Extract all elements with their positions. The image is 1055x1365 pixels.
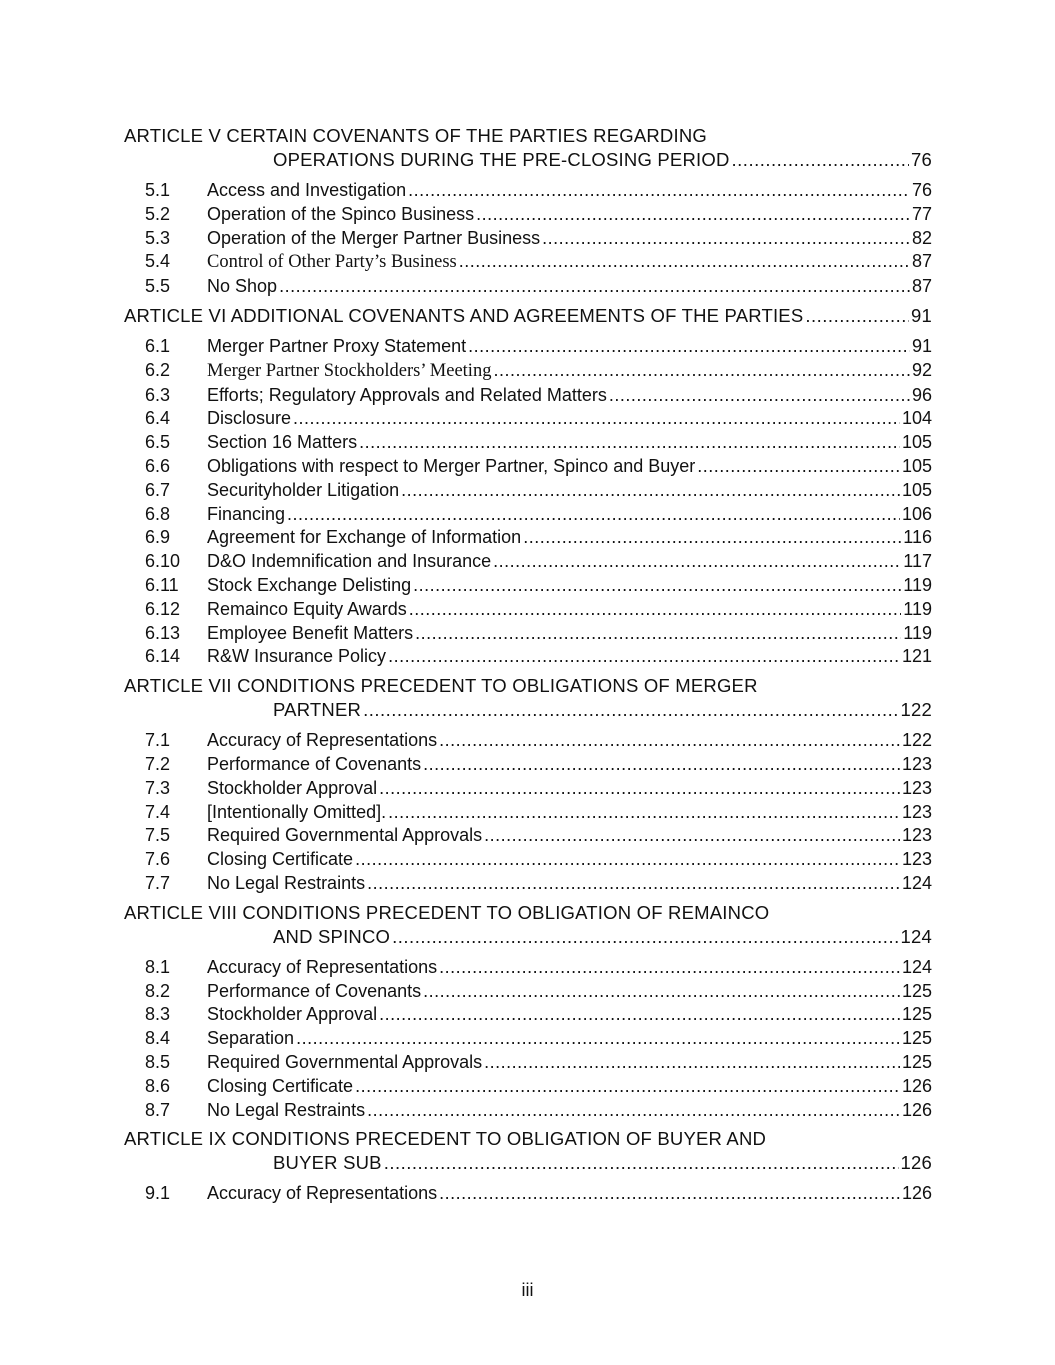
dot-leader bbox=[363, 698, 898, 722]
page-ref: 123 bbox=[901, 825, 932, 846]
page-ref: 123 bbox=[901, 753, 932, 774]
dot-leader bbox=[493, 359, 910, 383]
toc-entry bbox=[124, 359, 932, 384]
section-title: Obligations with respect to Merger Partner, Spinco and Buyer bbox=[207, 455, 696, 476]
page-ref: 96 bbox=[911, 384, 932, 405]
toc-entry bbox=[124, 574, 932, 598]
article-heading-line: ARTICLE IX CONDITIONS PRECEDENT TO OBLIGATION OF BUYER AND bbox=[124, 1128, 767, 1150]
toc-entry bbox=[124, 275, 932, 299]
dot-leader bbox=[296, 1027, 900, 1051]
toc-article-viii bbox=[124, 901, 932, 949]
section-title: R&W Insurance Policy bbox=[207, 646, 387, 667]
section-number: 6.14 bbox=[145, 646, 181, 667]
section-title: Accuracy of Representations bbox=[207, 956, 438, 977]
toc-entry bbox=[124, 753, 932, 777]
section-title: Securityholder Litigation bbox=[207, 479, 400, 500]
dot-leader bbox=[423, 980, 900, 1004]
section-number: 7.1 bbox=[145, 730, 171, 751]
dot-leader bbox=[279, 275, 910, 299]
section-number: 5.2 bbox=[145, 203, 171, 224]
section-title: Required Governmental Approvals bbox=[207, 825, 483, 846]
section-number: 8.3 bbox=[145, 1004, 171, 1025]
section-number: 7.3 bbox=[145, 777, 171, 798]
section-number: 5.5 bbox=[145, 276, 171, 297]
toc-article-v bbox=[124, 124, 932, 172]
page-ref: 104 bbox=[901, 408, 932, 429]
page-ref: 122 bbox=[900, 699, 932, 721]
toc-entry bbox=[124, 1003, 932, 1027]
toc-sections-vii bbox=[124, 729, 932, 896]
section-number: 6.7 bbox=[145, 479, 171, 500]
page-ref: 91 bbox=[911, 335, 932, 356]
section-title: No Legal Restraints bbox=[207, 1099, 366, 1120]
section-title: Closing Certificate bbox=[207, 1075, 354, 1096]
section-number: 6.2 bbox=[145, 359, 171, 380]
section-title: Access and Investigation bbox=[207, 180, 407, 200]
section-title: Remainco Equity Awards bbox=[207, 598, 407, 619]
dot-leader bbox=[805, 304, 909, 328]
section-number: 5.3 bbox=[145, 227, 171, 248]
section-number: 7.2 bbox=[145, 753, 171, 774]
dot-leader bbox=[392, 925, 898, 949]
section-title: Required Governmental Approvals bbox=[207, 1051, 483, 1072]
dot-leader bbox=[484, 1051, 900, 1075]
toc-article-ix bbox=[124, 1127, 932, 1175]
section-title: Agreement for Exchange of Information bbox=[207, 527, 522, 548]
toc-sections-ix bbox=[124, 1182, 932, 1206]
toc-entry bbox=[124, 1027, 932, 1051]
page-ref: 105 bbox=[901, 479, 932, 500]
section-number: 6.6 bbox=[145, 455, 171, 476]
section-number: 6.4 bbox=[145, 408, 171, 429]
section-number: 7.7 bbox=[145, 872, 171, 893]
toc-sections-v bbox=[124, 179, 932, 299]
section-title: No Legal Restraints bbox=[207, 872, 366, 893]
toc-entry bbox=[124, 824, 932, 848]
section-title: Performance of Covenants bbox=[207, 753, 422, 774]
section-title: Stock Exchange Delisting bbox=[207, 574, 412, 595]
page-ref: 122 bbox=[901, 730, 932, 751]
section-number: 6.1 bbox=[145, 335, 171, 356]
toc-entry bbox=[124, 1182, 932, 1206]
toc-entry bbox=[124, 384, 932, 408]
page-ref: 119 bbox=[903, 574, 932, 595]
page-ref: 76 bbox=[911, 180, 932, 200]
page-ref: 124 bbox=[901, 956, 932, 977]
page-ref: 124 bbox=[900, 925, 932, 947]
section-title: [Intentionally Omitted]. bbox=[207, 801, 387, 822]
section-title: Operation of the Spinco Business bbox=[207, 203, 475, 224]
toc-entry bbox=[124, 550, 932, 574]
section-title: Closing Certificate bbox=[207, 849, 354, 870]
article-heading-line: ARTICLE VI ADDITIONAL COVENANTS AND AGREEMENTS OF THE PARTIES bbox=[124, 304, 804, 326]
toc-entry bbox=[124, 980, 932, 1004]
section-title: Stockholder Approval bbox=[207, 777, 378, 798]
section-number: 6.3 bbox=[145, 384, 171, 405]
toc-entry bbox=[124, 335, 932, 359]
section-number: 7.6 bbox=[145, 849, 171, 870]
page-ref: 119 bbox=[903, 598, 932, 619]
dot-leader bbox=[379, 1003, 900, 1027]
dot-leader bbox=[542, 227, 910, 251]
toc-entry bbox=[124, 455, 932, 479]
dot-leader bbox=[384, 1151, 899, 1175]
page-ref: 91 bbox=[911, 304, 932, 326]
table-of-contents bbox=[124, 124, 932, 1206]
toc-entry bbox=[124, 872, 932, 896]
page-ref: 125 bbox=[901, 1028, 932, 1049]
section-title: Accuracy of Representations bbox=[207, 1183, 438, 1204]
section-number: 8.5 bbox=[145, 1051, 171, 1072]
section-number: 6.5 bbox=[145, 432, 171, 453]
section-title: Accuracy of Representations bbox=[207, 730, 438, 751]
page-ref: 123 bbox=[901, 801, 932, 822]
page-number: iii bbox=[521, 1280, 534, 1300]
dot-leader bbox=[423, 753, 900, 777]
dot-leader bbox=[439, 729, 900, 753]
page-ref: 87 bbox=[911, 251, 932, 272]
page-ref: 124 bbox=[901, 872, 932, 893]
toc-entry bbox=[124, 598, 932, 622]
section-title: Operation of the Merger Partner Business bbox=[207, 227, 541, 248]
article-heading-line: ARTICLE VIII CONDITIONS PRECEDENT TO OBLIGATION OF REMAINCO bbox=[124, 901, 770, 923]
section-number: 8.2 bbox=[145, 980, 171, 1001]
toc-entry bbox=[124, 227, 932, 251]
dot-leader bbox=[367, 1099, 900, 1123]
section-title: Control of Other Party’s Business bbox=[207, 252, 457, 273]
toc-entry bbox=[124, 622, 932, 646]
section-title: Employee Benefit Matters bbox=[207, 622, 414, 643]
section-title: Merger Partner Stockholders’ Meeting bbox=[207, 360, 492, 381]
section-number: 7.4 bbox=[145, 801, 171, 822]
page-ref: 87 bbox=[911, 276, 932, 297]
toc-sections-viii bbox=[124, 956, 932, 1123]
dot-leader bbox=[401, 479, 900, 503]
section-number: 6.10 bbox=[145, 551, 181, 572]
section-title: No Shop bbox=[207, 276, 278, 297]
dot-leader bbox=[409, 598, 902, 622]
page-ref: 126 bbox=[901, 1099, 932, 1120]
section-number: 7.5 bbox=[145, 825, 171, 846]
article-heading-line: AND SPINCO bbox=[273, 925, 391, 947]
section-number: 8.6 bbox=[145, 1075, 171, 1096]
toc-entry bbox=[124, 777, 932, 801]
page-ref: 82 bbox=[911, 227, 932, 248]
section-number: 8.1 bbox=[145, 956, 171, 977]
page-ref: 126 bbox=[901, 1183, 932, 1204]
dot-leader bbox=[293, 407, 900, 431]
toc-entry bbox=[124, 1075, 932, 1099]
dot-leader bbox=[367, 872, 900, 896]
section-number: 6.9 bbox=[145, 527, 171, 548]
page-ref: 125 bbox=[901, 980, 932, 1001]
toc-entry bbox=[124, 503, 932, 527]
dot-leader bbox=[287, 503, 900, 527]
page-ref: 92 bbox=[911, 359, 932, 380]
page-ref: 121 bbox=[901, 646, 932, 667]
dot-leader bbox=[493, 550, 901, 574]
section-title: D&O Indemnification and Insurance bbox=[207, 551, 492, 572]
dot-leader bbox=[476, 203, 910, 227]
dot-leader bbox=[609, 384, 910, 408]
dot-leader bbox=[413, 574, 901, 598]
dot-leader bbox=[459, 250, 910, 274]
section-title: Stockholder Approval bbox=[207, 1004, 378, 1025]
toc-entry bbox=[124, 203, 932, 227]
page-ref: 105 bbox=[901, 432, 932, 453]
dot-leader bbox=[388, 801, 900, 825]
toc-entry bbox=[124, 645, 932, 669]
dot-leader bbox=[415, 622, 901, 646]
section-title: Merger Partner Proxy Statement bbox=[207, 335, 467, 356]
section-number: 6.8 bbox=[145, 503, 171, 524]
toc-entry bbox=[124, 1099, 932, 1123]
page-ref: 123 bbox=[901, 849, 932, 870]
page-ref: 125 bbox=[901, 1004, 932, 1025]
section-title: Efforts; Regulatory Approvals and Related Matters bbox=[207, 384, 607, 405]
toc-article-vi bbox=[124, 304, 932, 328]
toc-entry bbox=[124, 956, 932, 980]
dot-leader bbox=[355, 1075, 900, 1099]
toc-entry bbox=[124, 431, 932, 455]
section-number: 5.4 bbox=[145, 251, 171, 272]
page-ref: 76 bbox=[911, 149, 932, 170]
dot-leader bbox=[484, 824, 900, 848]
section-number: 6.11 bbox=[145, 574, 179, 595]
article-heading-line: ARTICLE V CERTAIN COVENANTS OF THE PARTIES REGARDING bbox=[124, 125, 707, 146]
dot-leader bbox=[388, 645, 900, 669]
toc-entry bbox=[124, 179, 932, 203]
toc-entry bbox=[124, 407, 932, 431]
page-ref: 126 bbox=[900, 1152, 932, 1174]
page-ref: 117 bbox=[903, 551, 932, 572]
toc-article-vii bbox=[124, 674, 932, 722]
section-title: Performance of Covenants bbox=[207, 980, 422, 1001]
section-number: 6.12 bbox=[145, 598, 181, 619]
page-ref: 126 bbox=[901, 1075, 932, 1096]
section-number: 5.1 bbox=[145, 180, 171, 200]
page-ref: 119 bbox=[903, 622, 932, 643]
dot-leader bbox=[439, 1182, 900, 1206]
dot-leader bbox=[468, 335, 910, 359]
section-number: 8.4 bbox=[145, 1028, 171, 1049]
section-title: Section 16 Matters bbox=[207, 432, 358, 453]
article-heading-line: OPERATIONS DURING THE PRE-CLOSING PERIOD bbox=[273, 149, 730, 170]
article-heading-line: PARTNER bbox=[273, 699, 362, 721]
section-title: Disclosure bbox=[207, 408, 292, 429]
dot-leader bbox=[359, 431, 900, 455]
page-ref: 125 bbox=[901, 1051, 932, 1072]
dot-leader bbox=[697, 455, 900, 479]
dot-leader bbox=[408, 179, 910, 203]
article-heading-line: ARTICLE VII CONDITIONS PRECEDENT TO OBLIGATIONS OF MERGER bbox=[124, 675, 758, 697]
dot-leader bbox=[732, 148, 909, 172]
dot-leader bbox=[355, 848, 900, 872]
dot-leader bbox=[439, 956, 900, 980]
toc-entry bbox=[124, 526, 932, 550]
dot-leader bbox=[379, 777, 900, 801]
dot-leader bbox=[523, 526, 901, 550]
toc-entry bbox=[124, 250, 932, 275]
section-title: Financing bbox=[207, 503, 286, 524]
section-title: Separation bbox=[207, 1028, 295, 1049]
toc-entry bbox=[124, 801, 932, 825]
page-ref: 123 bbox=[901, 777, 932, 798]
page-ref: 105 bbox=[901, 455, 932, 476]
section-number: 8.7 bbox=[145, 1099, 171, 1120]
toc-entry bbox=[124, 479, 932, 503]
toc-sections-vi bbox=[124, 335, 932, 669]
page-ref: 77 bbox=[911, 203, 932, 224]
article-heading-line: BUYER SUB bbox=[273, 1152, 382, 1174]
toc-entry bbox=[124, 848, 932, 872]
section-number: 6.13 bbox=[145, 622, 181, 643]
page-ref: 106 bbox=[901, 503, 932, 524]
section-number: 9.1 bbox=[145, 1183, 171, 1204]
toc-entry bbox=[124, 729, 932, 753]
toc-entry bbox=[124, 1051, 932, 1075]
page-ref: 116 bbox=[903, 527, 932, 548]
